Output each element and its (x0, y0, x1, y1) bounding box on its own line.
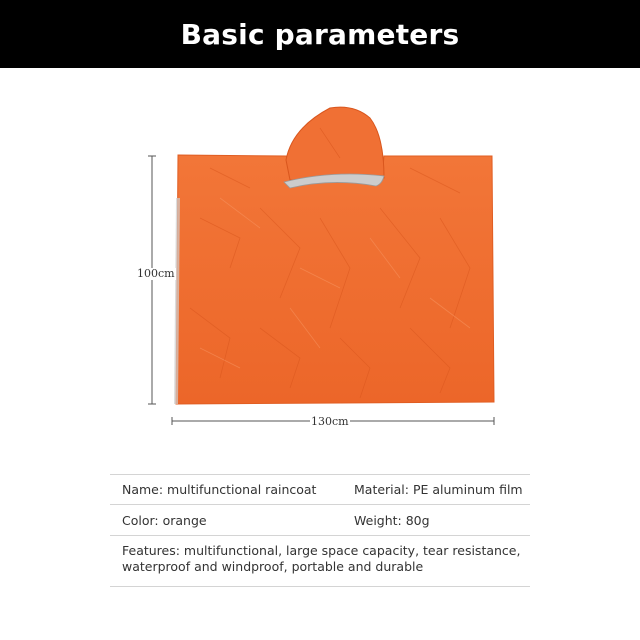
spec-color: Color: orange (122, 512, 207, 528)
spec-features: Features: multifunctional, large space capacity, tear resistance, waterproof and windproof, portable and durable (122, 543, 521, 574)
poncho-body (174, 107, 494, 404)
spec-row (110, 505, 530, 536)
page-title: Basic parameters (180, 17, 460, 51)
spec-material: Material: PE aluminum film (354, 481, 523, 497)
spec-weight: Weight: 80g (354, 512, 430, 528)
spec-row (110, 536, 530, 587)
spec-row (110, 474, 530, 505)
width-label: 130cm (311, 415, 349, 428)
poncho-illustration (0, 68, 640, 448)
spec-name: Name: multifunctional raincoat (122, 481, 317, 497)
title-banner (0, 0, 640, 68)
product-image-area (0, 68, 640, 448)
specs-table (110, 474, 530, 587)
height-label: 100cm (137, 267, 175, 280)
height-dimension-line (148, 156, 156, 404)
